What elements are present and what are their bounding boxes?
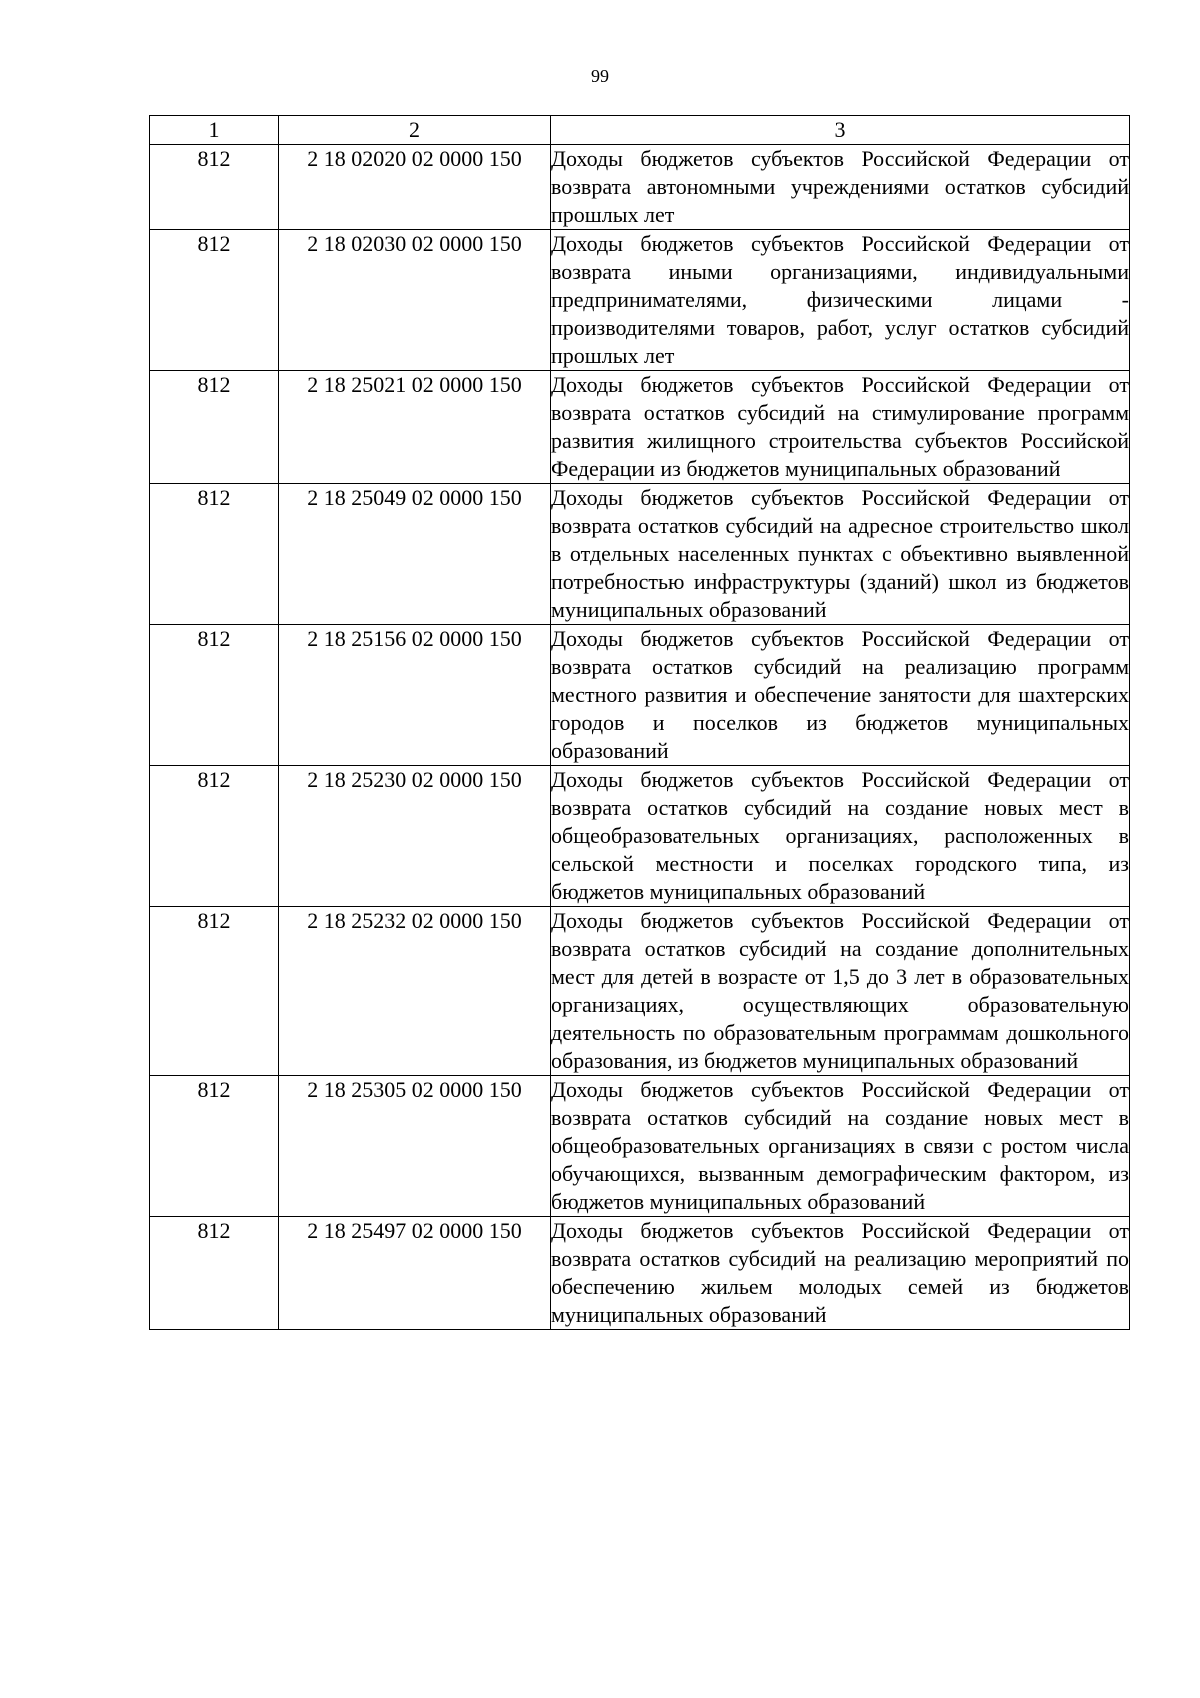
description-cell: Доходы бюджетов субъектов Российской Федерации от возврата остатков субсидий на адресное строительство школ в отдельных населенных пунктах с объективно выявленной потребностью инфраструктуры (зданий) школ из бюджетов муниципальных образований — [551, 484, 1130, 625]
column-header-3: 3 — [551, 116, 1130, 145]
table-row — [150, 766, 1130, 907]
column-header-2: 2 — [279, 116, 551, 145]
table-row — [150, 371, 1130, 484]
description-cell: Доходы бюджетов субъектов Российской Федерации от возврата остатков субсидий на создание новых мест в общеобразовательных организациях, расположенных в сельской местности и поселках городского типа, из бюджетов муниципальных образований — [551, 766, 1130, 907]
table-row — [150, 145, 1130, 230]
description-cell: Доходы бюджетов субъектов Российской Федерации от возврата остатков субсидий на создание новых мест в общеобразовательных организациях в связи с ростом числа обучающихся, вызванным демографическим фактором, из бюджетов муниципальных образований — [551, 1076, 1130, 1217]
description-cell: Доходы бюджетов субъектов Российской Федерации от возврата остатков субсидий на реализацию программ местного развития и обеспечение занятости для шахтерских городов и поселков из бюджетов муниципальных образований — [551, 625, 1130, 766]
income-code-cell: 2 18 25230 02 0000 150 — [279, 766, 551, 907]
description-cell: Доходы бюджетов субъектов Российской Федерации от возврата остатков субсидий на создание дополнительных мест для детей в возрасте от 1,5 до 3 лет в образовательных организациях, осуществляющих образовательную деятельность по образовательным программам дошкольного образования, из бюджетов муниципальных образований — [551, 907, 1130, 1076]
table-row — [150, 625, 1130, 766]
description-cell: Доходы бюджетов субъектов Российской Федерации от возврата остатков субсидий на реализацию мероприятий по обеспечению жильем молодых семей из бюджетов муниципальных образований — [551, 1217, 1130, 1330]
income-code-cell: 2 18 25156 02 0000 150 — [279, 625, 551, 766]
table-row — [150, 1217, 1130, 1330]
admin-code-cell: 812 — [150, 145, 279, 230]
income-code-cell: 2 18 02030 02 0000 150 — [279, 230, 551, 371]
table-row — [150, 484, 1130, 625]
description-cell: Доходы бюджетов субъектов Российской Федерации от возврата автономными учреждениями остатков субсидий прошлых лет — [551, 145, 1130, 230]
income-code-cell: 2 18 25049 02 0000 150 — [279, 484, 551, 625]
table-header-row — [150, 116, 1130, 145]
table-row — [150, 907, 1130, 1076]
admin-code-cell: 812 — [150, 625, 279, 766]
income-code-cell: 2 18 02020 02 0000 150 — [279, 145, 551, 230]
budget-classification-table — [149, 115, 1130, 1330]
income-code-cell: 2 18 25021 02 0000 150 — [279, 371, 551, 484]
table-row — [150, 230, 1130, 371]
page-number: 99 — [591, 66, 609, 86]
table-row — [150, 1076, 1130, 1217]
column-header-1: 1 — [150, 116, 279, 145]
income-code-cell: 2 18 25305 02 0000 150 — [279, 1076, 551, 1217]
admin-code-cell: 812 — [150, 766, 279, 907]
admin-code-cell: 812 — [150, 371, 279, 484]
admin-code-cell: 812 — [150, 1217, 279, 1330]
admin-code-cell: 812 — [150, 484, 279, 625]
income-code-cell: 2 18 25232 02 0000 150 — [279, 907, 551, 1076]
description-cell: Доходы бюджетов субъектов Российской Федерации от возврата иными организациями, индивидуальными предпринимателями, физическими лицами - производителями товаров, работ, услуг остатков субсидий прошлых лет — [551, 230, 1130, 371]
admin-code-cell: 812 — [150, 907, 279, 1076]
income-code-cell: 2 18 25497 02 0000 150 — [279, 1217, 551, 1330]
admin-code-cell: 812 — [150, 230, 279, 371]
description-cell: Доходы бюджетов субъектов Российской Федерации от возврата остатков субсидий на стимулирование программ развития жилищного строительства субъектов Российской Федерации из бюджетов муниципальных образований — [551, 371, 1130, 484]
admin-code-cell: 812 — [150, 1076, 279, 1217]
